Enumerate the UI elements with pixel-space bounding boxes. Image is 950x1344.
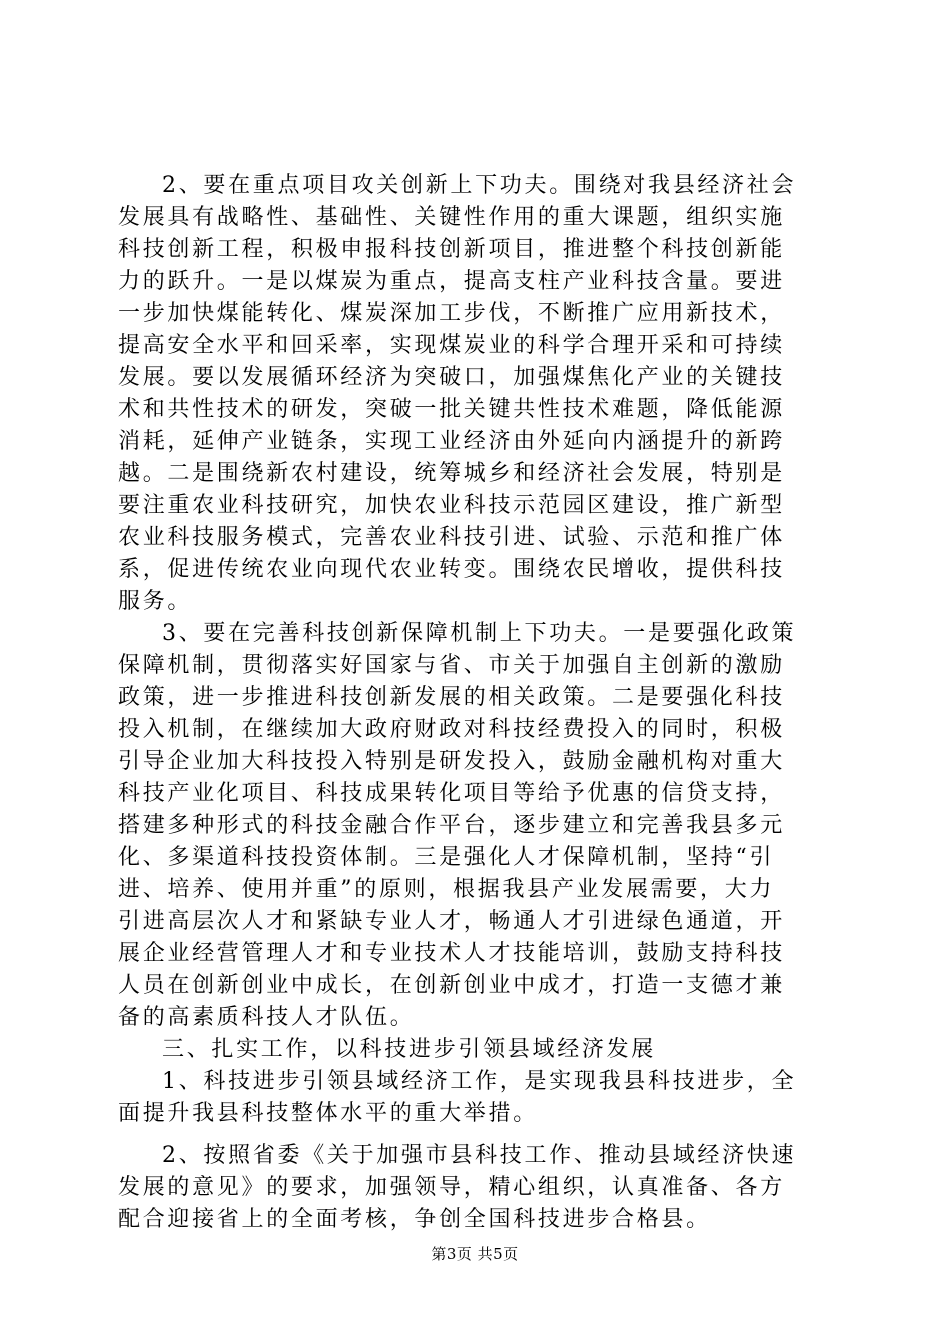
text-line: 化、多渠道科技投资体制。三是强化人才保障机制，坚持“引	[118, 845, 775, 870]
text-line: 力的跃升。一是以煤炭为重点，提高支柱产业科技含量。要进	[118, 269, 785, 294]
text-line: 一步加快煤能转化、煤炭深加工步伐，不断推广应用新技术，	[118, 301, 785, 326]
text-line: 搭建多种形式的科技金融合作平台，逐步建立和完善我县多元	[118, 813, 785, 838]
text-line: 发展具有战略性、基础性、关键性作用的重大课题，组织实施	[118, 205, 785, 230]
text-line: 服务。	[118, 589, 193, 614]
text-line: 配合迎接省上的全面考核，争创全国科技进步合格县。	[118, 1207, 711, 1232]
text-line: 越。二是围绕新农村建设，统筹城乡和经济社会发展，特别是	[118, 461, 785, 486]
text-line: 科技产业化项目、科技成果转化项目等给予优惠的信贷支持，	[118, 781, 785, 806]
text-line: 投入机制，在继续加大政府财政对科技经费投入的同时，积极	[118, 717, 785, 742]
text-line: 政策，进一步推进科技创新发展的相关政策。二是要强化科技	[118, 685, 785, 710]
text-line: 面提升我县科技整体水平的重大举措。	[118, 1101, 538, 1126]
text-line: 农业科技服务模式，完善农业科技引进、试验、示范和推广体	[118, 525, 785, 550]
text-line: 术和共性技术的研发，突破一批关键共性技术难题，降低能源	[118, 397, 785, 422]
text-line: 发展。要以发展循环经济为突破口，加强煤焦化产业的关键技	[118, 365, 785, 390]
text-line: 3、要在完善科技创新保障机制上下功夫。一是要强化政策	[162, 621, 797, 646]
document-body	[118, 170, 838, 1236]
text-line: 保障机制，贯彻落实好国家与省、市关于加强自主创新的激励	[118, 653, 785, 678]
text-line: 系，促进传统农业向现代农业转变。围绕农民增收，提供科技	[118, 557, 785, 582]
text-line: 要注重农业科技研究，加快农业科技示范园区建设，推广新型	[118, 493, 785, 518]
text-line: 2、按照省委《关于加强市县科技工作、推动县域经济快速	[162, 1143, 797, 1168]
text-line: 提高安全水平和回采率，实现煤炭业的科学合理开采和可持续	[118, 333, 785, 358]
text-line: 备的高素质科技人才队伍。	[118, 1005, 415, 1030]
text-line: 展企业经营管理人才和专业技术人才技能培训，鼓励支持科技	[118, 941, 785, 966]
text-line: 1、科技进步引领县域经济工作，是实现我县科技进步，全	[162, 1069, 797, 1094]
text-line: 2、要在重点项目攻关创新上下功夫。围绕对我县经济社会	[162, 173, 797, 198]
page-footer: 第3页 共5页	[431, 1245, 519, 1263]
text-line: 进、培养、使用并重”的原则，根据我县产业发展需要，大力	[118, 877, 775, 902]
text-line: 科技创新工程，积极申报科技创新项目，推进整个科技创新能	[118, 237, 785, 262]
text-line: 发展的意见》的要求，加强领导，精心组织，认真准备、各方	[118, 1175, 785, 1200]
text-line: 消耗，延伸产业链条，实现工业经济由外延向内涵提升的新跨	[118, 429, 785, 454]
text-line: 三、扎实工作，以科技进步引领县域经济发展	[162, 1037, 657, 1062]
text-line: 引导企业加大科技投入特别是研发投入，鼓励金融机构对重大	[118, 749, 785, 774]
text-line: 人员在创新创业中成长，在创新创业中成才，打造一支德才兼	[118, 973, 785, 998]
text-line: 引进高层次人才和紧缺专业人才，畅通人才引进绿色通道，开	[118, 909, 785, 934]
paragraph-spacer	[118, 1130, 838, 1140]
